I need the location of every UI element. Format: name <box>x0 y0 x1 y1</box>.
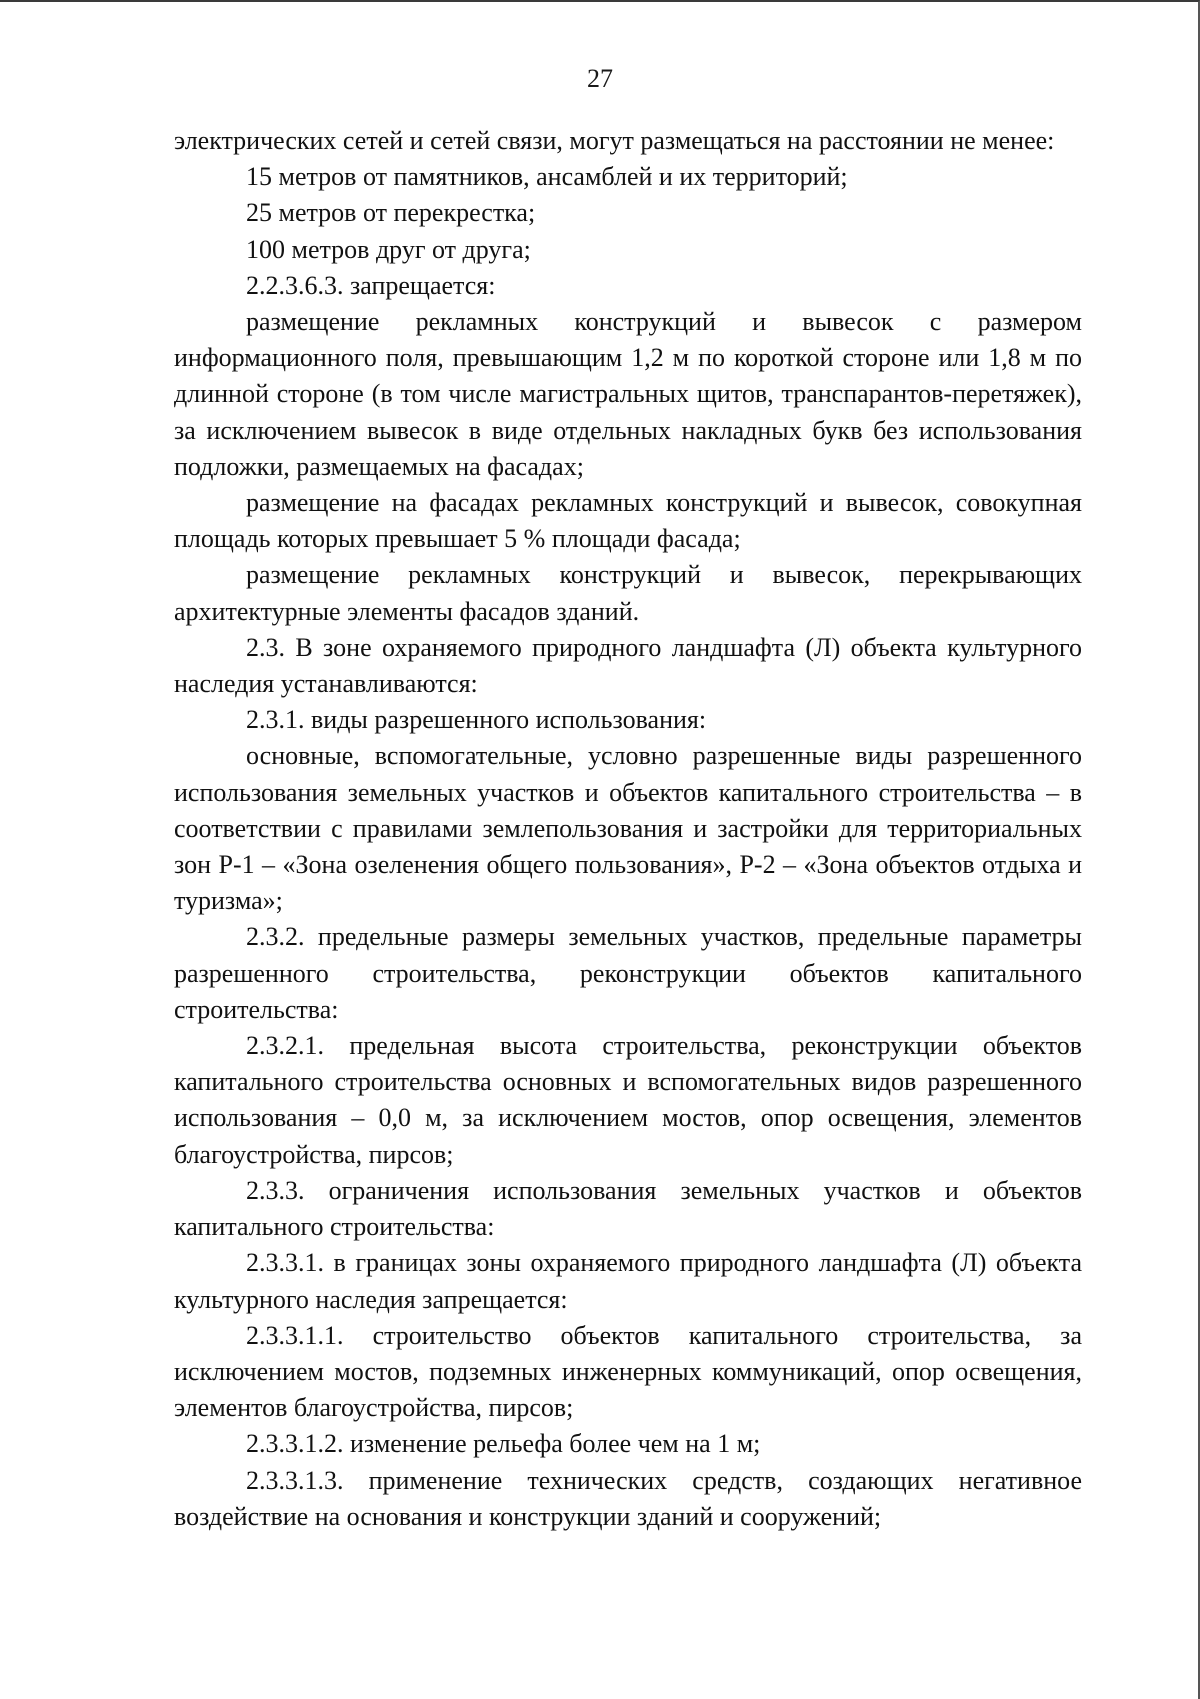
paragraph: 2.2.3.6.3. запрещается: <box>246 270 496 300</box>
paragraph: 2.3.2. предельные размеры земельных участков, предельные параметры разрешенного строительства, реконструкции объектов капитального строительства: <box>174 922 1082 1024</box>
paragraph: 2.3.2.1. предельная высота строительства, реконструкции объектов капитального строительства основных и вспомогательных видов разрешенного использования – 0,0 м, за исключением мостов, опор освещения, элементов благоустройства, пирсов; <box>174 1031 1082 1169</box>
paragraph: 100 метров друг от друга; <box>246 234 531 264</box>
paragraph: размещение на фасадах рекламных конструкций и вывесок, совокупная площадь которых превышает 5 % площади фасада; <box>174 488 1082 554</box>
document-body <box>174 123 1082 1535</box>
paragraph: 15 метров от памятников, ансамблей и их территорий; <box>246 162 848 192</box>
paragraph: размещение рекламных конструкций и вывесок, перекрывающих архитектурные элементы фасадов зданий. <box>174 560 1082 626</box>
paragraph: 2.3.3.1.1. строительство объектов капитального строительства, за исключением мостов, подземных инженерных коммуникаций, опор освещения, элементов благоустройства, пирсов; <box>174 1320 1082 1423</box>
paragraph: 2.3.3.1.3. применение технических средств, создающих негативное воздействие на основания и конструкции зданий и сооружений; <box>174 1465 1082 1531</box>
paragraph: электрических сетей и сетей связи, могут размещаться на расстоянии не менее: <box>174 126 1055 155</box>
paragraph: 2.3. В зоне охраняемого природного ландшафта (Л) объекта культурного наследия устанавливаются: <box>174 632 1082 699</box>
paragraph: 25 метров от перекрестка; <box>246 198 536 228</box>
paragraph: 2.3.1. виды разрешенного использования: <box>246 705 707 735</box>
paragraph: 2.3.3. ограничения использования земельных участков и объектов капитального строительства: <box>174 1175 1082 1242</box>
paragraph: основные, вспомогательные, условно разрешенные виды разрешенного использования земельных участков и объектов капитального строительства – в соответствии с правилами землепользования и застройки для территориальных зон Р-1 – «Зона озеленения общего пользования», Р-2 – «Зона объектов отдыха и туризма»; <box>174 741 1082 916</box>
paragraph: размещение рекламных конструкций и вывесок с размером информационного поля, превышающим 1,2 м по короткой стороне или 1,8 м по длинной стороне (в том числе магистральных щитов, транспарантов-перетяжек), за исключением вывесок в виде отдельных накладных букв без использования подложки, размещаемых на фасадах; <box>174 307 1082 481</box>
paragraph: 2.3.3.1. в границах зоны охраняемого природного ландшафта (Л) объекта культурного наследия запрещается: <box>174 1248 1082 1314</box>
page-number: 27 <box>587 64 613 93</box>
paragraph: 2.3.3.1.2. изменение рельефа более чем на 1 м; <box>246 1429 761 1459</box>
